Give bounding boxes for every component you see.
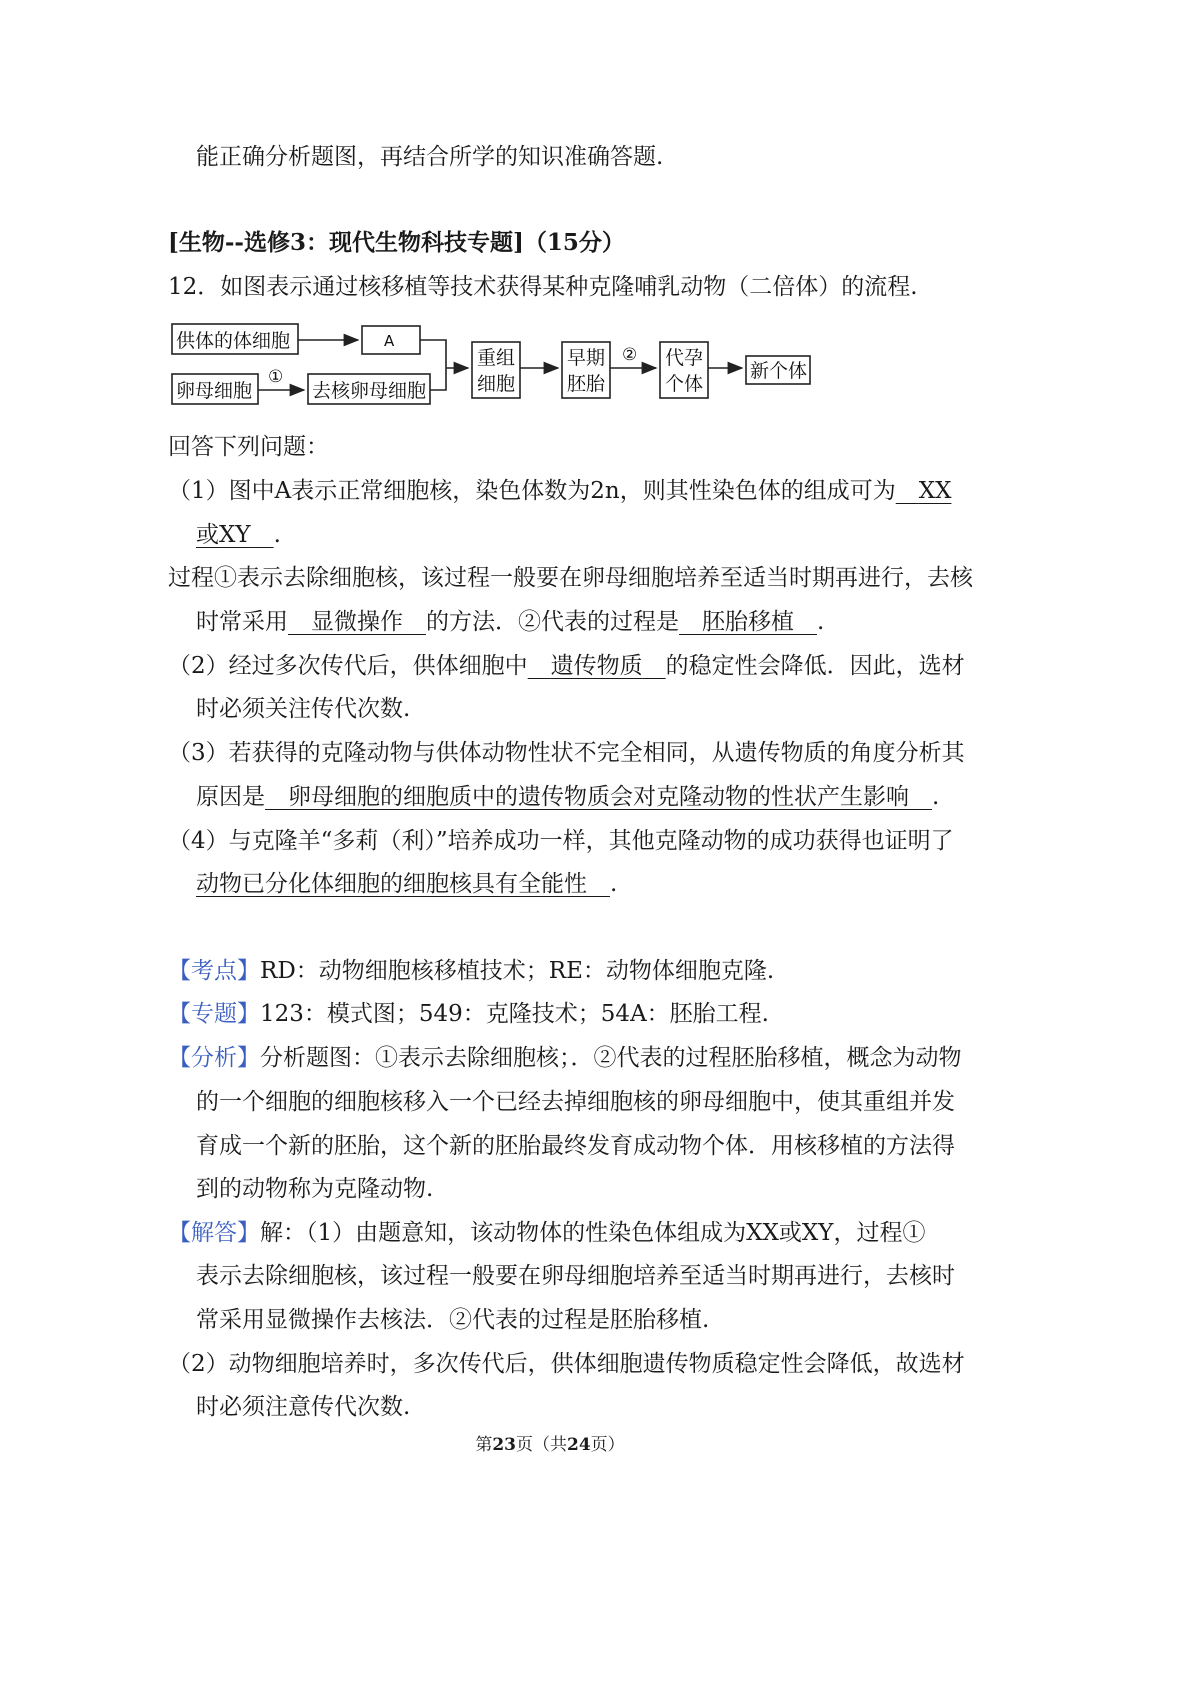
enucleated-label: 去核卵母细胞 [312,380,427,402]
new-individual-label: 新个体 [750,360,808,382]
footer-page-number: 23 [492,1435,516,1455]
step1-label: ① [268,367,284,387]
fenxi-line2: 的一个细胞的细胞核移入一个已经去掉细胞核的卵母细胞中，使其重组并发 [196,1089,955,1115]
zhuanti-tag: 【专题】 [168,1001,260,1027]
kaodian-text: RD：动物细胞核移植技术；RE：动物体细胞克隆. [260,958,775,984]
surrogate-label-1: 代孕 [665,347,704,369]
q1-answer-xy: 或XY [196,522,251,548]
answer-prompt: 回答下列问题： [168,434,329,460]
q1-line2 [196,520,281,550]
jieda-line3: 常采用显微操作去核法．②代表的过程是胚胎移植. [196,1307,710,1333]
fenxi-tag: 【分析】 [168,1045,260,1071]
q4-line2: 动物已分化体细胞的细胞核具有全能性 . [196,871,618,897]
q4-answer: 动物已分化体细胞的细胞核具有全能性 [196,871,587,897]
q1-answer-xx: XX [918,478,952,504]
q1-answer-method: 显微操作 [311,609,403,635]
q2-line1: （2）经过多次传代后，供体细胞中 遗传物质 的稳定性会降低．因此，选材 [168,653,965,679]
jieda-line2: 表示去除细胞核，该过程一般要在卵母细胞培养至适当时期再进行，去核时 [196,1263,955,1289]
recombined-label-2: 细胞 [477,373,516,395]
kaodian-line [168,956,774,986]
page-footer: 第23页（共24页） [475,1435,625,1455]
fenxi-line4: 到的动物称为克隆动物. [196,1176,434,1202]
q1-line1 [168,476,951,506]
q4-line1: （4）与克隆羊“多莉（利）”培养成功一样，其他克隆动物的成功获得也证明了 [168,828,954,854]
q2-line2: 时必须关注传代次数. [196,696,411,722]
fenxi-line1: 【分析】分析题图：①表示去除细胞核；．②代表的过程胚胎移植，概念为动物 [168,1045,962,1071]
surrogate-label-2: 个体 [665,373,704,395]
flow-diagram [168,318,818,410]
question-stem: 12．如图表示通过核移植等技术获得某种克隆哺乳动物（二倍体）的流程. [168,274,918,300]
jieda-line5: 时必须注意传代次数. [196,1394,411,1420]
q1-line4: 时常采用 显微操作 的方法．②代表的过程是 胚胎移植 . [196,609,825,635]
oocyte-label: 卵母细胞 [176,380,253,402]
q1-answer-process: 胚胎移植 [702,609,794,635]
zhuanti-text: 123：模式图；549：克隆技术；54A：胚胎工程. [260,1001,769,1027]
footer-total-pages: 24 [567,1435,591,1455]
donor-label: 供体的体细胞 [176,330,291,352]
intro-line: 能正确分析题图，再结合所学的知识准确答题. [196,144,664,170]
jieda-line4: （2）动物细胞培养时，多次传代后，供体细胞遗传物质稳定性会降低，故选材 [168,1351,965,1377]
q1-period: . [273,522,281,548]
section-header: [生物--选修3：现代生物科技专题]（15分） [168,229,625,256]
q3-answer: 卵母细胞的细胞质中的遗传物质会对克隆动物的性状产生影响 [288,784,909,810]
q2-answer: 遗传物质 [550,653,643,679]
early-embryo-label-1: 早期 [567,347,606,369]
jieda-tag: 【解答】 [168,1220,260,1246]
q3-line1: （3）若获得的克隆动物与供体动物性状不完全相同，从遗传物质的角度分析其 [168,740,965,766]
a-label: A [384,332,395,350]
step2-label: ② [622,345,638,365]
q1-text: （1）图中A表示正常细胞核，染色体数为2n，则其性染色体的组成可为 [168,478,896,504]
recombined-label-1: 重组 [477,347,516,369]
q1-line3: 过程①表示去除细胞核，该过程一般要在卵母细胞培养至适当时期再进行，去核 [168,565,973,591]
kaodian-tag: 【考点】 [168,958,260,984]
early-embryo-label-2: 胚胎 [567,373,606,395]
q3-line2: 原因是 卵母细胞的细胞质中的遗传物质会对克隆动物的性状产生影响 . [196,784,940,810]
fenxi-line3: 育成一个新的胚胎，这个新的胚胎最终发育成动物个体．用核移植的方法得 [196,1133,955,1159]
zhuanti-line [168,999,769,1029]
jieda-line1: 【解答】解：（1）由题意知，该动物体的性染色体组成为XX或XY，过程① [168,1220,926,1246]
